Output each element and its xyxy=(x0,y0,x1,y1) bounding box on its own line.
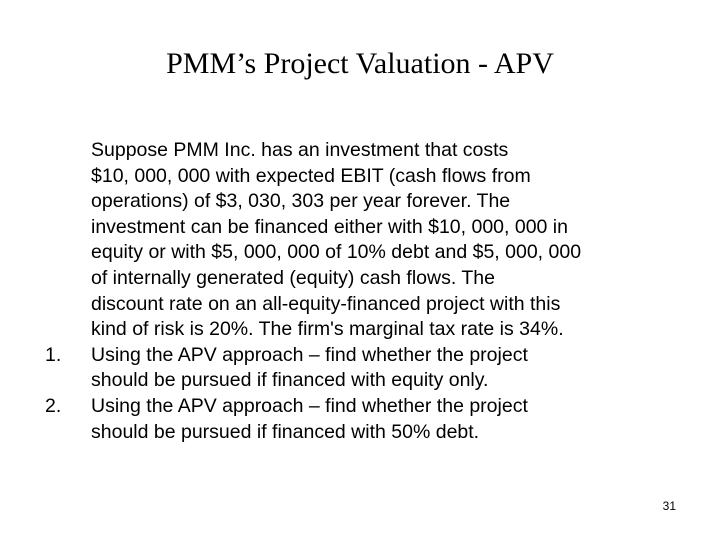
numbered-item-2 xyxy=(45,394,691,445)
intro-line: kind of risk is 20%. The firm's marginal tax rate is 34%. xyxy=(91,318,564,341)
intro-line: of internally generated (equity) cash flows. The xyxy=(91,266,495,289)
item-number: 1. xyxy=(45,343,62,366)
slide-title: PMM’s Project Valuation - APV xyxy=(166,47,554,80)
item-line: should be pursued if financed with 50% debt. xyxy=(91,420,480,443)
item-line: should be pursued if financed with equity only. xyxy=(91,369,489,392)
item-line: Using the APV approach – find whether the project xyxy=(91,394,528,417)
intro-line: $10, 000, 000 with expected EBIT (cash flows from xyxy=(91,164,531,187)
intro-paragraph xyxy=(91,138,691,343)
intro-line: discount rate on an all‐equity-financed project with this xyxy=(91,292,561,315)
item-number: 2. xyxy=(45,394,62,417)
numbered-item-1 xyxy=(45,343,691,394)
item-line: Using the APV approach – find whether the project xyxy=(91,343,528,366)
intro-line: equity or with $5, 000, 000 of 10% debt and $5, 000, 000 xyxy=(91,241,582,264)
page-number: 31 xyxy=(662,499,676,513)
intro-line: operations) of $3, 030, 303 per year forever. The xyxy=(91,190,511,213)
intro-line: investment can be financed either with $10, 000, 000 in xyxy=(91,215,568,238)
slide-body xyxy=(45,138,691,445)
intro-line: Suppose PMM Inc. has an investment that costs xyxy=(91,139,509,161)
